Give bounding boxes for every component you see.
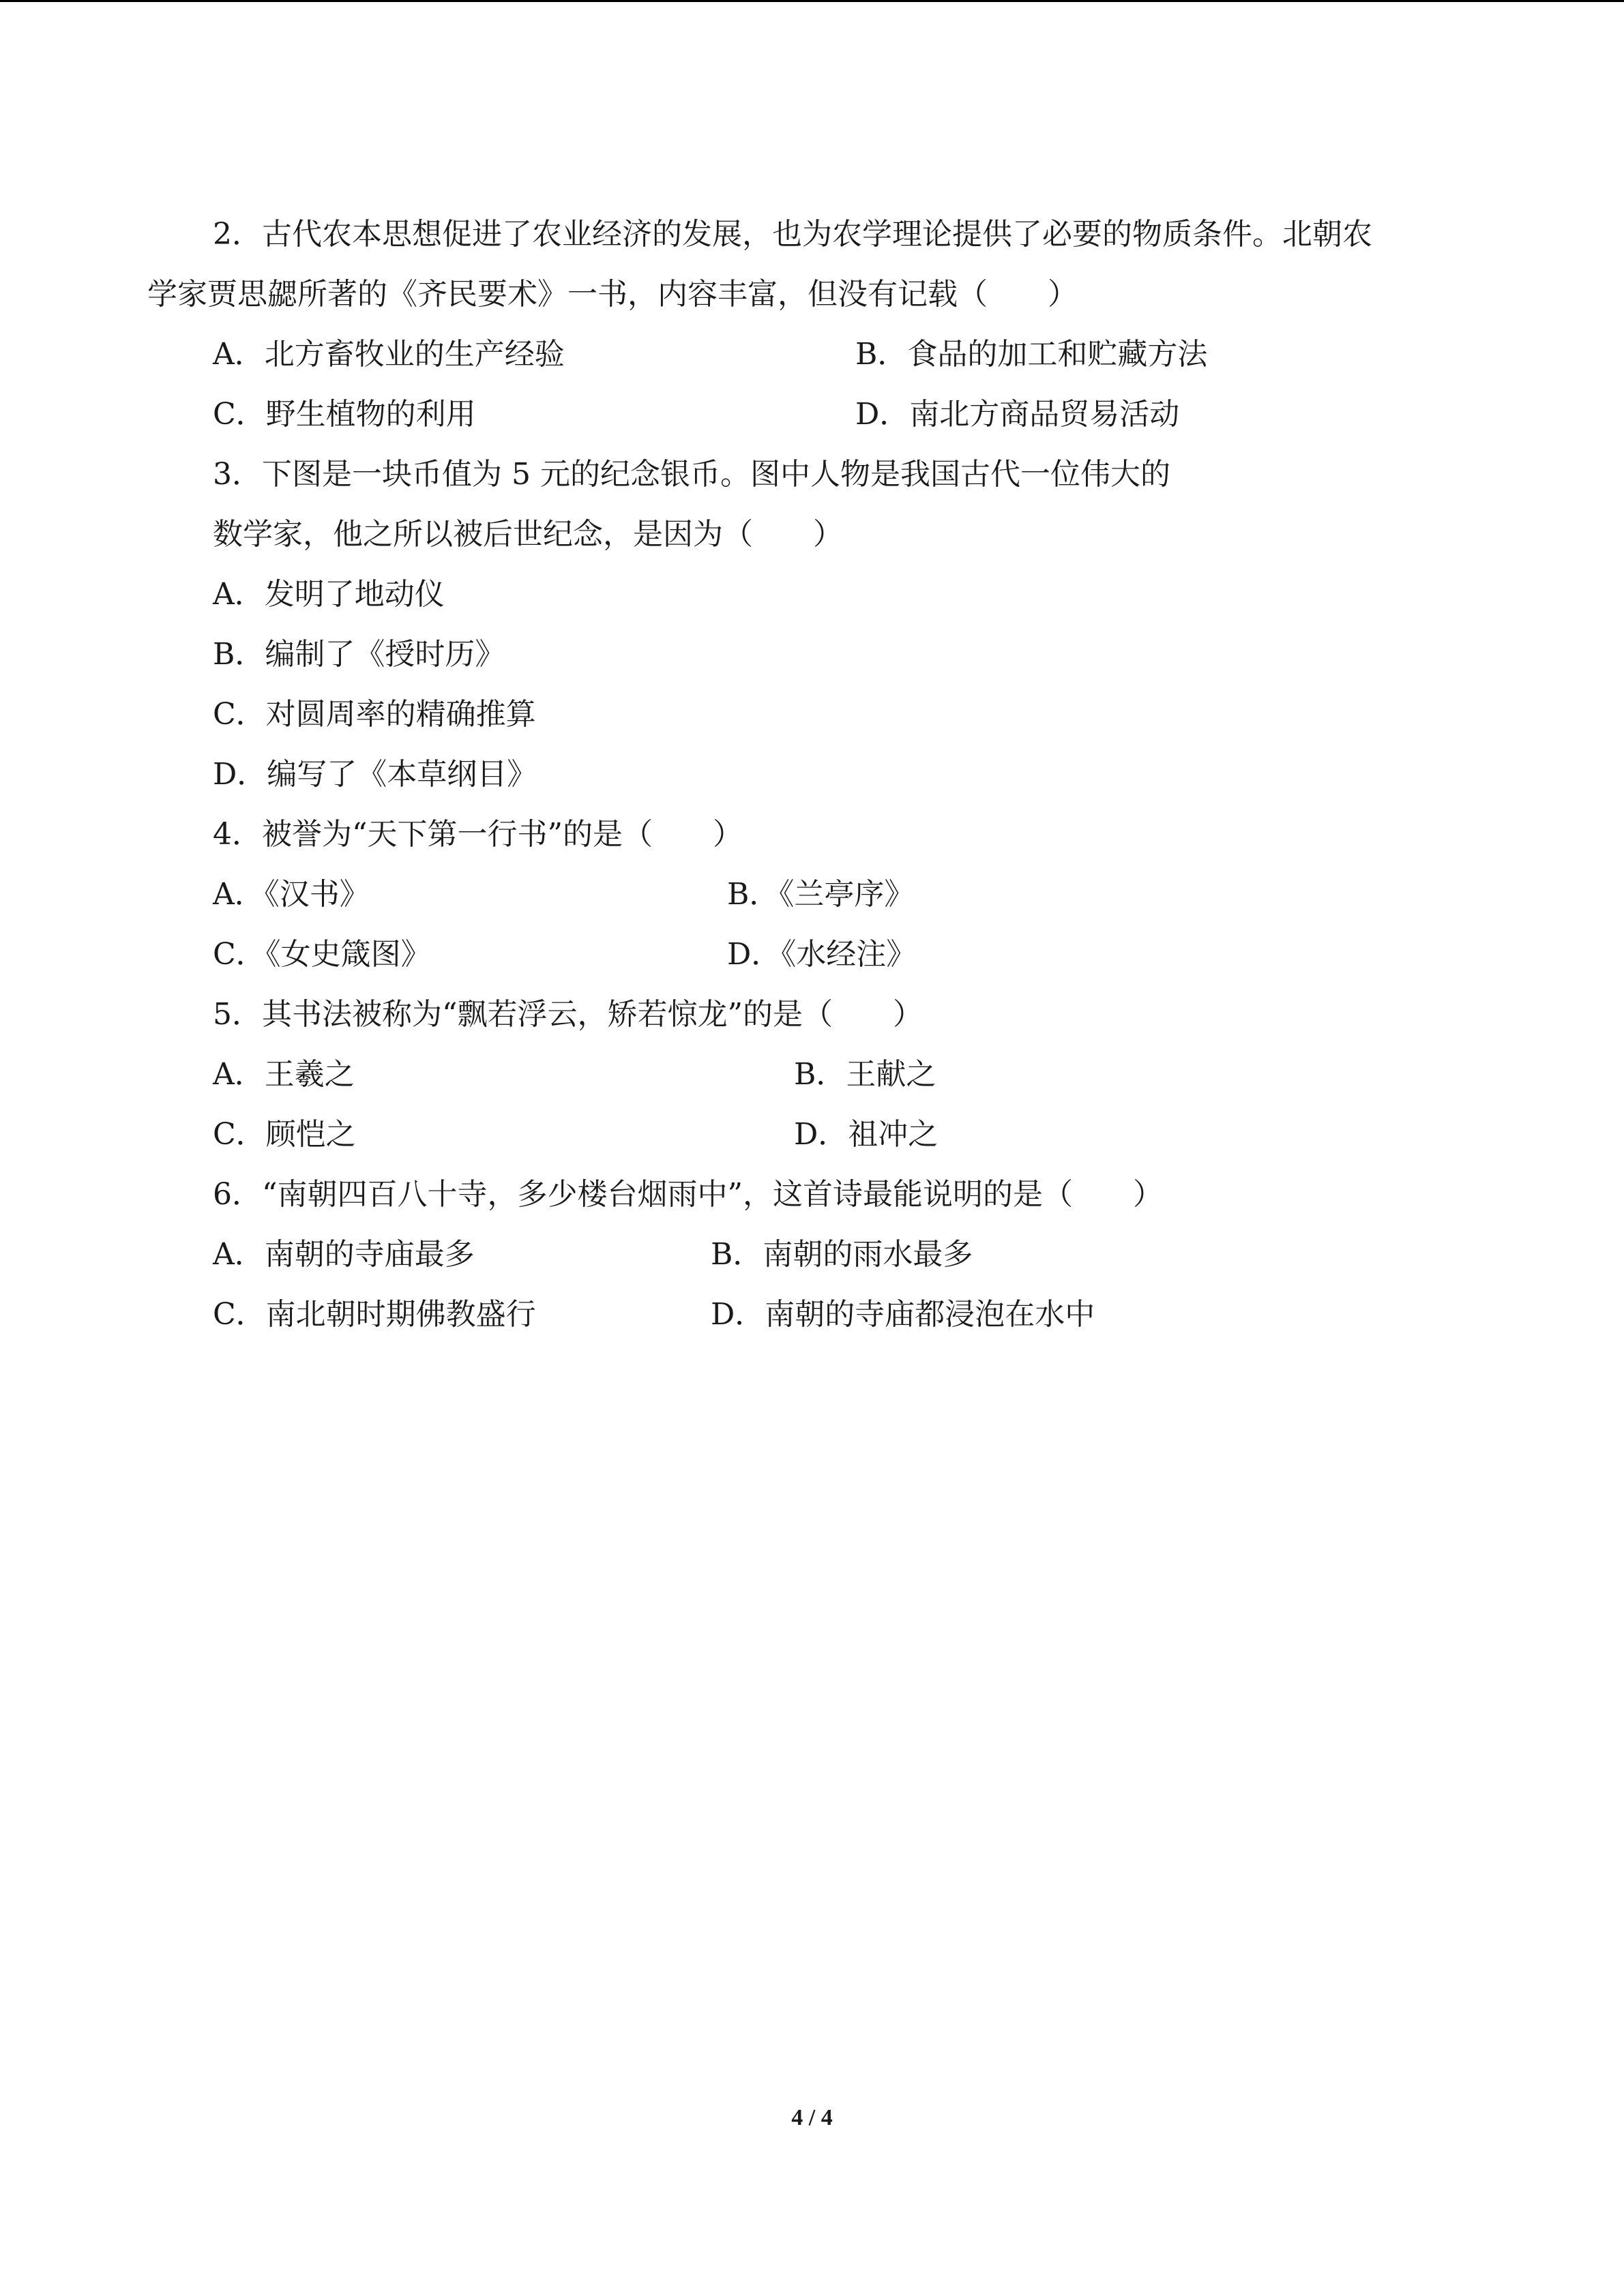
question-3-option-d: D．编写了《本草纲目》 bbox=[213, 757, 537, 792]
question-4-stem: 4．被誉为“天下第一行书”的是（ ） bbox=[213, 817, 743, 852]
page-number: 4 / 4 bbox=[791, 2105, 833, 2130]
question-5-options-row-2 bbox=[147, 1105, 1484, 1165]
question-6-stem: 6．“南朝四百八十寺，多少楼台烟雨中”，这首诗最能说明的是（ ） bbox=[213, 1177, 1163, 1212]
question-2 bbox=[147, 205, 1484, 445]
question-4-options-row-2 bbox=[147, 925, 1484, 985]
question-5-options-row-1 bbox=[147, 1045, 1484, 1105]
question-2-stem-line-1: 2．古代农本思想促进了农业经济的发展，也为农学理论提供了必要的物质条件。北朝农 bbox=[213, 217, 1372, 252]
question-2-options-row-1 bbox=[147, 325, 1484, 385]
question-6-option-c: C．南北朝时期佛教盛行 bbox=[213, 1297, 536, 1332]
question-2-options-row-2 bbox=[147, 385, 1484, 445]
question-2-option-d: D．南北方商品贸易活动 bbox=[855, 397, 1180, 432]
question-4-options-row-1 bbox=[147, 865, 1484, 925]
question-3-stem-line-1: 3．下图是一块币值为 5 元的纪念银币。图中人物是我国古代一位伟大的 bbox=[213, 457, 1170, 492]
question-2-option-a: A．北方畜牧业的生产经验 bbox=[213, 337, 565, 372]
question-3-option-c: C．对圆周率的精确推算 bbox=[213, 697, 536, 732]
question-5-option-d: D．祖冲之 bbox=[794, 1117, 939, 1152]
question-5-option-b: B．王献之 bbox=[794, 1057, 936, 1092]
question-6-options-row-1 bbox=[147, 1225, 1484, 1285]
question-2-stem-line-2: 学家贾思勰所著的《齐民要术》一书，内容丰富，但没有记载（ ） bbox=[147, 277, 1078, 312]
question-6-option-a: A．南朝的寺庙最多 bbox=[213, 1237, 475, 1272]
question-6-options-row-2 bbox=[147, 1285, 1484, 1345]
question-4-option-c: C．《女史箴图》 bbox=[213, 937, 431, 972]
question-4-option-a: A．《汉书》 bbox=[213, 877, 370, 912]
question-6-option-d: D．南朝的寺庙都浸泡在水中 bbox=[711, 1297, 1095, 1332]
question-2-option-c: C．野生植物的利用 bbox=[213, 397, 476, 432]
question-4-option-d: D．《水经注》 bbox=[727, 937, 917, 972]
question-5 bbox=[147, 985, 1484, 1165]
question-3-option-a: A．发明了地动仪 bbox=[213, 577, 445, 612]
question-5-option-c: C．顾恺之 bbox=[213, 1117, 356, 1152]
question-6-option-b: B．南朝的雨水最多 bbox=[711, 1237, 973, 1272]
question-4 bbox=[147, 805, 1484, 985]
question-5-option-a: A．王羲之 bbox=[213, 1057, 355, 1092]
page-top-border bbox=[0, 0, 1624, 2]
question-3-option-b: B．编制了《授时历》 bbox=[213, 637, 505, 672]
question-4-option-b: B．《兰亭序》 bbox=[727, 877, 915, 912]
question-3 bbox=[147, 445, 1484, 805]
question-6 bbox=[147, 1165, 1484, 1345]
question-3-stem-line-2: 数学家，他之所以被后世纪念，是因为（ ） bbox=[213, 517, 843, 552]
question-2-option-b: B．食品的加工和贮藏方法 bbox=[855, 337, 1208, 372]
exam-content bbox=[147, 205, 1484, 1345]
question-5-stem: 5．其书法被称为“飘若浮云，矫若惊龙”的是（ ） bbox=[213, 997, 923, 1032]
